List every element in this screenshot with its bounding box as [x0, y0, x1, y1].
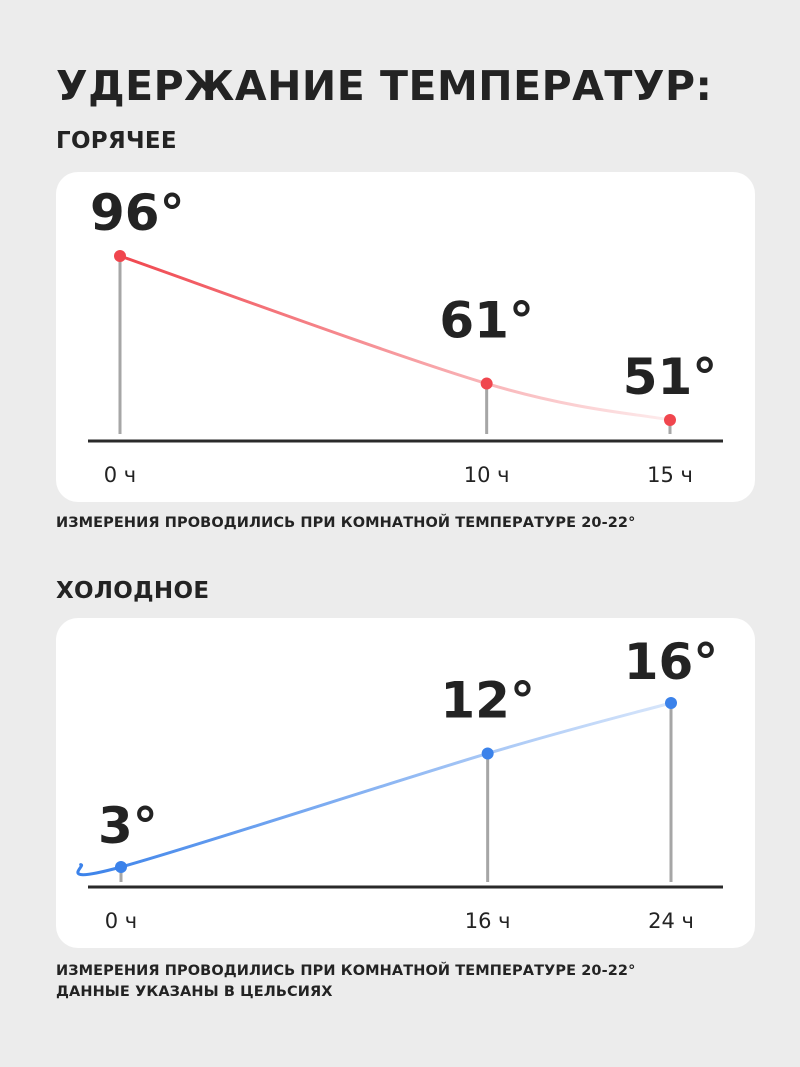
data-point	[664, 414, 676, 426]
tick-label: 24 ч	[648, 909, 694, 933]
data-point	[482, 747, 494, 759]
series-line	[78, 703, 671, 875]
hot-chart-card	[56, 172, 755, 502]
cold-note	[56, 961, 635, 1003]
data-point	[114, 250, 126, 262]
page-title: УДЕРЖАНИЕ ТЕМПЕРАТУР:	[56, 62, 713, 110]
data-label: 96°	[90, 184, 185, 242]
hot-chart	[56, 172, 755, 502]
tick-label: 0 ч	[103, 463, 137, 487]
hot-note: ИЗМЕРЕНИЯ ПРОВОДИЛИСЬ ПРИ КОМНАТНОЙ ТЕМПЕРАТУРЕ 20-22°	[56, 515, 636, 531]
tick-label: 15 ч	[647, 463, 693, 487]
cold-note-line-2: ДАННЫЕ УКАЗАНЫ В ЦЕЛЬСИЯХ	[56, 984, 333, 1000]
tick-label: 16 ч	[464, 909, 511, 933]
data-label: 12°	[440, 671, 535, 730]
cold-chart-card	[56, 618, 755, 948]
data-point	[665, 697, 677, 709]
data-label: 51°	[622, 348, 718, 406]
series-line	[120, 256, 670, 420]
tick-label: 0 ч	[104, 909, 138, 933]
data-label: 3°	[98, 797, 158, 855]
cold-section-label: ХОЛОДНОЕ	[56, 578, 210, 604]
tick-label: 10 ч	[463, 463, 510, 487]
hot-section-label: ГОРЯЧЕЕ	[56, 128, 177, 154]
data-point	[481, 378, 493, 390]
cold-note-line-1: ИЗМЕРЕНИЯ ПРОВОДИЛИСЬ ПРИ КОМНАТНОЙ ТЕМПЕРАТУРЕ 20-22°	[56, 963, 636, 979]
cold-chart	[56, 618, 755, 948]
data-point	[115, 861, 127, 873]
data-label: 61°	[439, 291, 534, 350]
data-label: 16°	[623, 633, 719, 691]
